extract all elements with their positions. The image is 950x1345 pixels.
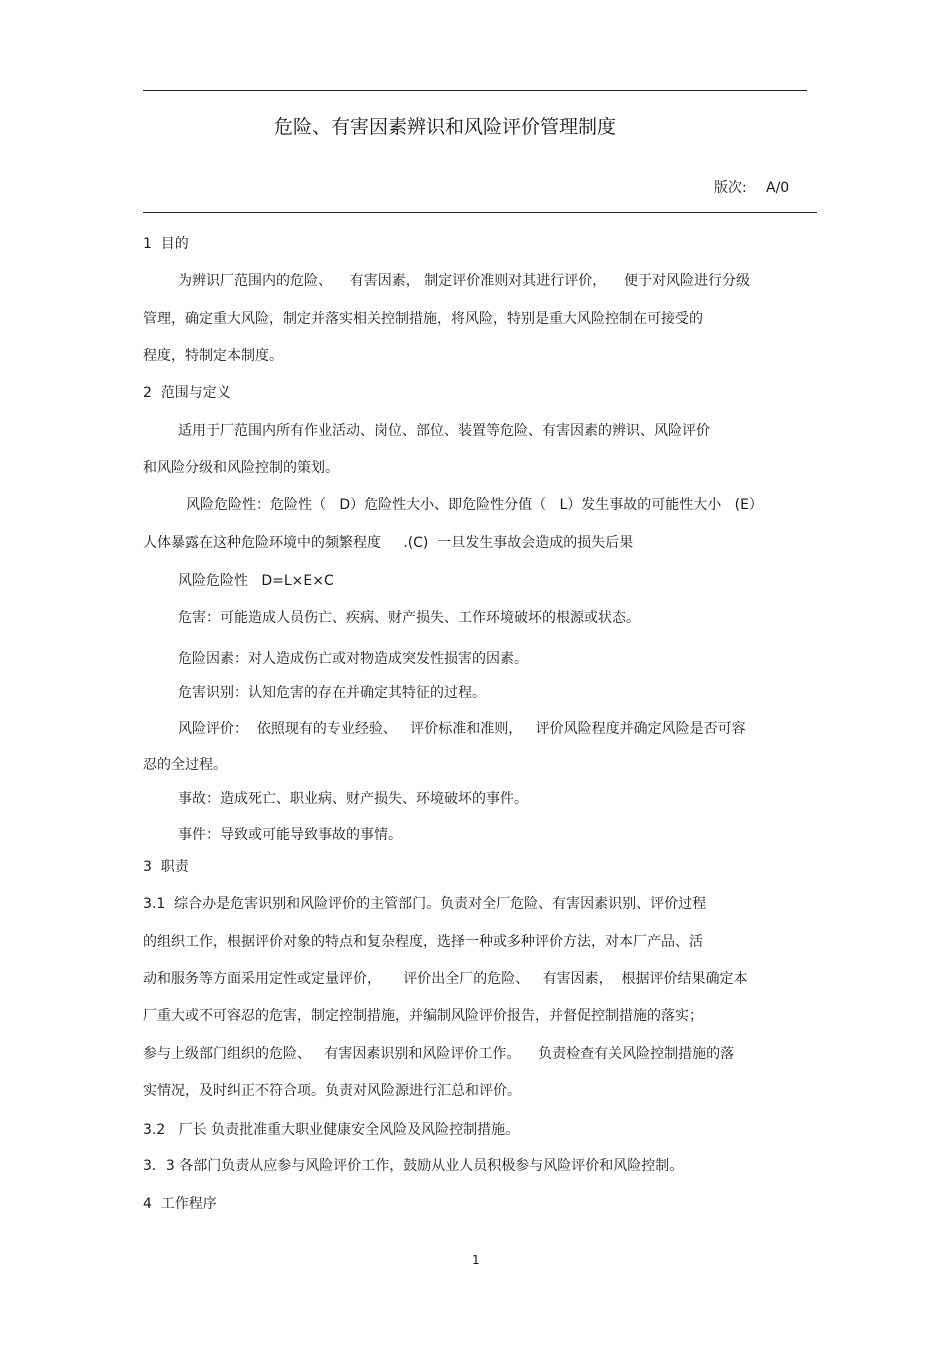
paragraph-line: 参与上级部门组织的危险、 有害因素识别和风险评价工作。 负责检查有关风险控制措施的落 [143,1046,735,1062]
paragraph-line: 风险危险性：危险性（ D）危险性大小、即危险性分值（ L）发生事故的可能性大小 (E） [186,497,763,513]
paragraph-line: 的组织工作，根据评价对象的特点和复杂程度，选择一种或多种评价方法，对本厂产品、活 [143,934,703,950]
paragraph-line: 动和服务等方面采用定性或定量评价， 评价出全厂的危险、 有害因素， 根据评价结果确定本 [143,971,748,987]
definition-line: 危害识别：认知危害的存在并确定其特征的过程。 [178,685,486,701]
definition-line: 忍的全过程。 [143,757,227,773]
header-rule [143,212,817,213]
paragraph-line: 程度，特制定本制度。 [143,348,283,364]
paragraph-line: 和风险分级和风险控制的策划。 [143,460,339,476]
version-label: 版次: [714,180,747,196]
section-heading: 2 范围与定义 [143,385,231,401]
paragraph-line: 人体暴露在这种危险环境中的频繁程度 .(C) 一旦发生事故会造成的损失后果 [143,535,634,551]
paragraph-line: 3.1 综合办是危害识别和风险评价的主管部门。负责对全厂危险、有害因素识别、评价过程 [143,896,707,912]
section-heading: 3 职责 [143,859,189,875]
definition-line: 风险评价： 依照现有的专业经验、 评价标准和准则， 评价风险程度并确定风险是否可容 [178,721,746,737]
top-rule [143,90,807,91]
document-title: 危险、有害因素辨识和风险评价管理制度 [274,116,617,138]
paragraph-line: 实情况，及时纠正不符合项。负责对风险源进行汇总和评价。 [143,1083,521,1099]
definition-line: 事故：造成死亡、职业病、财产损失、环境破坏的事件。 [178,791,528,807]
definition-line: 危害：可能造成人员伤亡、疾病、财产损失、工作环境破坏的根源或状态。 [178,610,640,626]
paragraph-line: 3．3 各部门负责从应参与风险评价工作，鼓励从业人员积极参与风险评价和风险控制。 [143,1158,684,1174]
page-number: 1 [472,1253,480,1267]
paragraph-line: 3.2 厂长 负责批准重大职业健康安全风险及风险控制措施。 [143,1122,520,1138]
paragraph-line: 厂重大或不可容忍的危害，制定控制措施，并编制风险评价报告，并督促控制措施的落实； [143,1008,703,1024]
paragraph-line: 管理，确定重大风险，制定并落实相关控制措施，将风险，特别是重大风险控制在可接受的 [143,311,703,327]
section-heading: 4 工作程序 [143,1196,217,1212]
paragraph-line: 为辨识厂范围内的危险、 有害因素， 制定评价准则对其进行评价， 便于对风险进行分级 [178,273,751,289]
paragraph-line: 适用于厂范围内所有作业活动、岗位、部位、装置等危险、有害因素的辨识、风险评价 [178,423,710,439]
formula-line: 风险危险性 D=L×E×C [178,573,334,589]
definition-line: 事件：导致或可能导致事故的事情。 [178,827,402,843]
version-value: A/0 [766,180,790,196]
section-heading: 1 目的 [143,236,189,252]
definition-line: 危险因素：对人造成伤亡或对物造成突发性损害的因素。 [178,651,528,667]
